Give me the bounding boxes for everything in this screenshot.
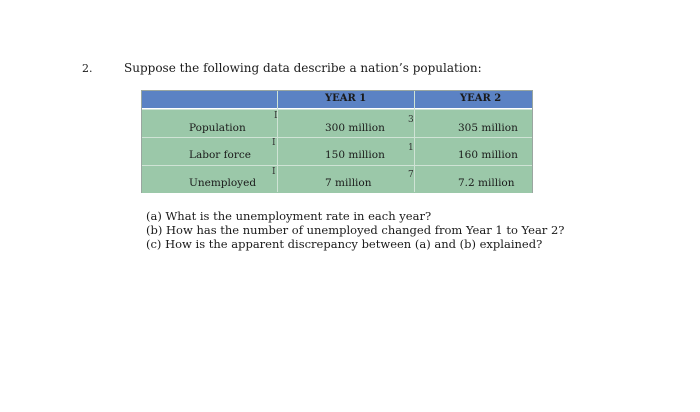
subquestion-b: (b) How has the number of unemployed changed from Year 1 to Year 2?	[146, 223, 565, 237]
stray-mark: I	[272, 167, 276, 177]
stray-mark: I	[274, 111, 278, 121]
stray-mark: 1	[408, 143, 414, 153]
labor-force-year-2: 160 million	[458, 149, 518, 161]
subquestion-a: (a) What is the unemployment rate in each year?	[146, 209, 432, 223]
column-divider	[277, 91, 278, 192]
population-year-2: 305 million	[458, 122, 518, 134]
row-label-unemployed: Unemployed	[189, 177, 257, 189]
subquestion-c: (c) How is the apparent discrepancy between (a) and (b) explained?	[146, 237, 543, 251]
stray-mark: 3	[408, 115, 414, 125]
header-year-2: YEAR 2	[460, 93, 502, 104]
stray-mark: 7	[408, 170, 414, 180]
table-row	[142, 137, 532, 165]
stray-mark: I	[272, 138, 276, 148]
header-year-1: YEAR 1	[325, 93, 367, 104]
row-label-labor-force: Labor force	[189, 149, 251, 161]
question-number: 2.	[82, 62, 93, 75]
population-table	[141, 90, 533, 193]
unemployed-year-2: 7.2 million	[458, 177, 515, 189]
population-year-1: 300 million	[325, 122, 385, 134]
table-row	[142, 109, 532, 137]
subquestion-list	[146, 209, 564, 251]
unemployed-year-1: 7 million	[325, 177, 372, 189]
table-header-row	[142, 91, 532, 108]
row-label-population: Population	[189, 122, 246, 134]
table-row	[142, 165, 532, 193]
column-divider	[414, 91, 415, 192]
question-prompt: Suppose the following data describe a nation’s population:	[124, 61, 482, 75]
labor-force-year-1: 150 million	[325, 149, 385, 161]
